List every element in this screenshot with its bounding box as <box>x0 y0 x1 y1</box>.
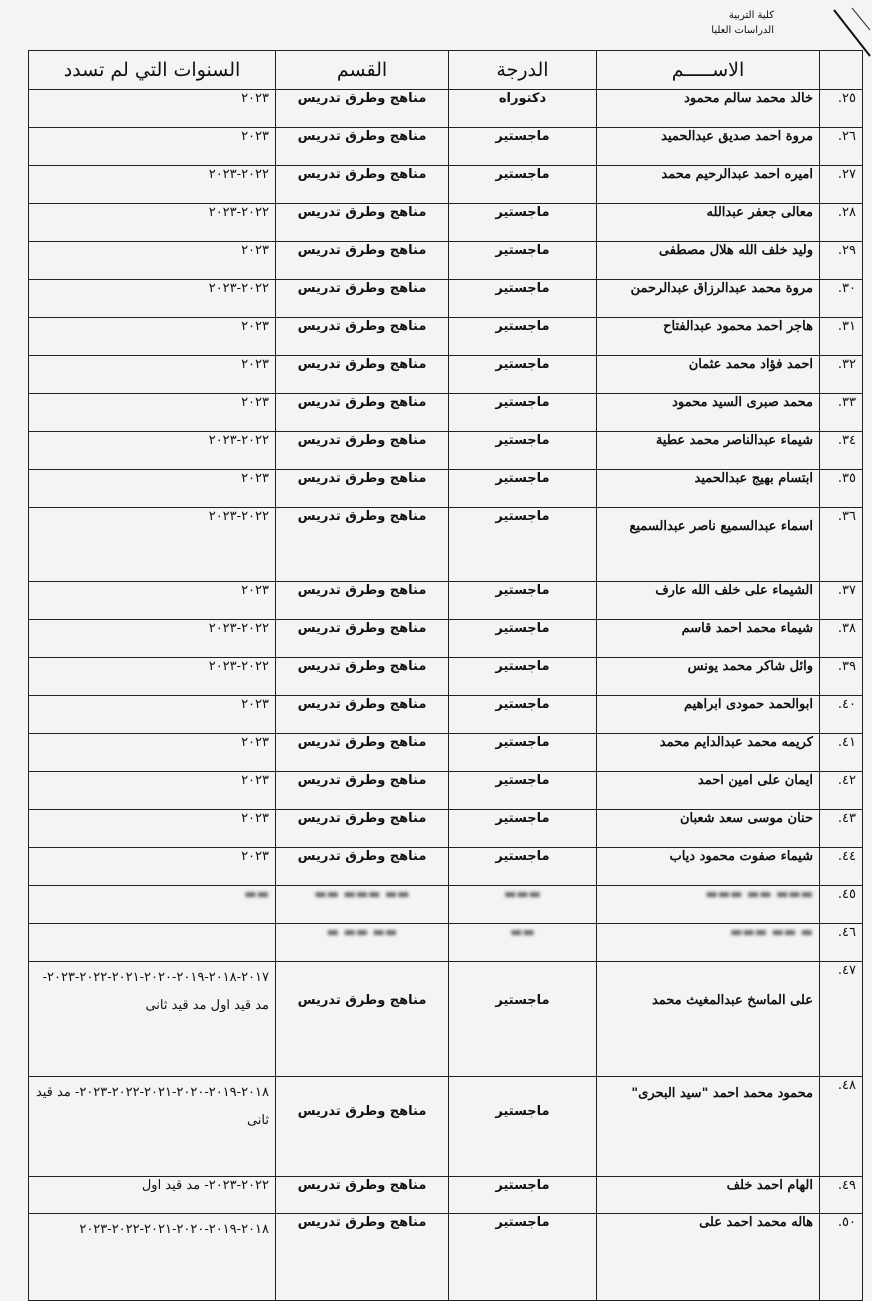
department-cell: مناهج وطرق تدريس <box>276 1077 449 1177</box>
department-cell: مناهج وطرق تدريس <box>276 470 449 508</box>
table-row-redacted <box>29 886 863 924</box>
row-number: ٤٣. <box>820 810 863 848</box>
table-row <box>29 280 863 318</box>
unpaid-years-cell: ٢٠٢٣ <box>29 772 276 810</box>
department-cell: مناهج وطرق تدريس <box>276 962 449 1077</box>
degree-cell: ماجستير <box>449 696 597 734</box>
unpaid-years-cell: ٢٠١٨-٢٠١٩-٢٠٢٠-٢٠٢١-٢٠٢٢-٢٠٢٣- مد قيد ثانى <box>29 1077 276 1177</box>
document-header <box>711 8 774 38</box>
table-row <box>29 734 863 772</box>
student-name: وليد خلف الله هلال مصطفى <box>597 242 820 280</box>
column-header-department: القسم <box>276 51 449 90</box>
unpaid-years-cell: ٢٠٢٣ <box>29 734 276 772</box>
unpaid-years-cell: ٢٠٢٣ <box>29 848 276 886</box>
row-number: ٣١. <box>820 318 863 356</box>
row-number: ٤٧. <box>820 962 863 1077</box>
department-label: الدراسات العليا <box>711 25 774 36</box>
student-name: محمود محمد احمد "سيد البحرى" <box>597 1077 820 1177</box>
department-cell: مناهج وطرق تدريس <box>276 1177 449 1214</box>
table-row <box>29 1077 863 1177</box>
redacted-years: ▬▬ <box>29 886 276 924</box>
unpaid-years-cell: ٢٠٢٣ <box>29 810 276 848</box>
table-row <box>29 696 863 734</box>
student-name: وائل شاكر محمد يونس <box>597 658 820 696</box>
department-cell: مناهج وطرق تدريس <box>276 508 449 582</box>
student-name: هاجر احمد محمود عبدالفتاح <box>597 318 820 356</box>
department-cell: مناهج وطرق تدريس <box>276 810 449 848</box>
unpaid-years-cell: ٢٠٢٣ <box>29 128 276 166</box>
degree-cell: ماجستير <box>449 166 597 204</box>
department-cell: مناهج وطرق تدريس <box>276 658 449 696</box>
department-cell: مناهج وطرق تدريس <box>276 432 449 470</box>
unpaid-years-cell: ٢٠٢٢-٢٠٢٣ <box>29 280 276 318</box>
row-number: ٤٤. <box>820 848 863 886</box>
table-row <box>29 1177 863 1214</box>
table-row-redacted <box>29 924 863 962</box>
student-name: شيماء محمد احمد قاسم <box>597 620 820 658</box>
table-row <box>29 582 863 620</box>
department-cell: مناهج وطرق تدريس <box>276 696 449 734</box>
degree-cell: ماجستير <box>449 1214 597 1301</box>
redacted-department: ▬▬ ▬▬ ▬ <box>276 924 449 962</box>
degree-cell: ماجستير <box>449 356 597 394</box>
degree-cell: ماجستير <box>449 432 597 470</box>
student-name: ابتسام بهيج عبدالحميد <box>597 470 820 508</box>
department-cell: مناهج وطرق تدريس <box>276 318 449 356</box>
degree-cell: ماجستير <box>449 470 597 508</box>
degree-cell: ماجستير <box>449 1177 597 1214</box>
department-cell: مناهج وطرق تدريس <box>276 734 449 772</box>
table-row <box>29 810 863 848</box>
department-cell: مناهج وطرق تدريس <box>276 242 449 280</box>
department-cell: مناهج وطرق تدريس <box>276 848 449 886</box>
unpaid-years-cell: ٢٠٢٢-٢٠٢٣ <box>29 508 276 582</box>
student-name: خالد محمد سالم محمود <box>597 90 820 128</box>
row-number: ٣٩. <box>820 658 863 696</box>
column-header-degree: الدرجة <box>449 51 597 90</box>
student-name: على الماسخ عبدالمغيث محمد <box>597 962 820 1077</box>
unpaid-years-cell: ٢٠٢٢-٢٠٢٣ <box>29 658 276 696</box>
degree-cell: ماجستير <box>449 658 597 696</box>
table-row <box>29 90 863 128</box>
college-label: كلية التربية <box>728 10 774 21</box>
student-name: محمد صبرى السيد محمود <box>597 394 820 432</box>
column-header-name: الاســـــم <box>597 51 820 90</box>
row-number: ٣٨. <box>820 620 863 658</box>
row-number: ٤٦. <box>820 924 863 962</box>
degree-cell: ماجستير <box>449 1077 597 1177</box>
student-name: شيماء صفوت محمود دياب <box>597 848 820 886</box>
unpaid-years-cell: ٢٠٢٣ <box>29 242 276 280</box>
row-number: ٣٤. <box>820 432 863 470</box>
table-row <box>29 772 863 810</box>
student-name: اسماء عبدالسميع ناصر عبدالسميع <box>597 508 820 582</box>
table-row <box>29 356 863 394</box>
table-row <box>29 508 863 582</box>
unpaid-years-cell: ٢٠٢٣ <box>29 356 276 394</box>
student-name: الشيماء على خلف الله عارف <box>597 582 820 620</box>
student-name: مروة احمد صديق عبدالحميد <box>597 128 820 166</box>
unpaid-years-cell: ٢٠٢٣ <box>29 470 276 508</box>
unpaid-years-cell: ٢٠٢٣ <box>29 394 276 432</box>
unpaid-years-cell: ٢٠٢٣ <box>29 90 276 128</box>
student-name: معالى جعفر عبدالله <box>597 204 820 242</box>
degree-cell: ماجستير <box>449 734 597 772</box>
degree-cell: ماجستير <box>449 128 597 166</box>
student-name: هاله محمد احمد على <box>597 1214 820 1301</box>
degree-cell: ماجستير <box>449 242 597 280</box>
table-row <box>29 470 863 508</box>
redacted-degree: ▬▬▬ <box>449 886 597 924</box>
row-number: ٤١. <box>820 734 863 772</box>
degree-cell: ماجستير <box>449 508 597 582</box>
degree-cell: ماجستير <box>449 772 597 810</box>
unpaid-years-cell: ٢٠٢٢-٢٠٢٣ <box>29 166 276 204</box>
table-row <box>29 432 863 470</box>
degree-cell: ماجستير <box>449 962 597 1077</box>
unpaid-years-cell: ٢٠٢٢-٢٠٢٣ <box>29 432 276 470</box>
row-number: ٣٦. <box>820 508 863 582</box>
department-cell: مناهج وطرق تدريس <box>276 128 449 166</box>
degree-cell: ماجستير <box>449 318 597 356</box>
department-cell: مناهج وطرق تدريس <box>276 280 449 318</box>
row-number: ٣٧. <box>820 582 863 620</box>
table-row <box>29 1214 863 1301</box>
unpaid-years-cell: ٢٠١٨-٢٠١٩-٢٠٢٠-٢٠٢١-٢٠٢٢-٢٠٢٣ <box>29 1214 276 1301</box>
row-number: ٣٠. <box>820 280 863 318</box>
degree-cell: دكتوراه <box>449 90 597 128</box>
student-name: ابوالحمد حمودى ابراهيم <box>597 696 820 734</box>
department-cell: مناهج وطرق تدريس <box>276 90 449 128</box>
unpaid-years-cell: ٢٠٢٣ <box>29 318 276 356</box>
department-cell: مناهج وطرق تدريس <box>276 772 449 810</box>
degree-cell: ماجستير <box>449 204 597 242</box>
row-number: ٢٩. <box>820 242 863 280</box>
unpaid-years-cell: ٢٠٢٢-٢٠٢٣ <box>29 620 276 658</box>
redacted-name: ▬▬▬ ▬▬ ▬▬▬ <box>597 886 820 924</box>
row-number: ٤٢. <box>820 772 863 810</box>
department-cell: مناهج وطرق تدريس <box>276 204 449 242</box>
row-number: ٤٨. <box>820 1077 863 1177</box>
unpaid-years-cell: ٢٠٢٢-٢٠٢٣- مد قيد اول <box>29 1177 276 1214</box>
table-row <box>29 658 863 696</box>
table-row <box>29 166 863 204</box>
student-name: احمد فؤاد محمد عثمان <box>597 356 820 394</box>
column-header-years: السنوات التي لم تسدد <box>29 51 276 90</box>
redacted-department: ▬▬ ▬▬▬ ▬▬ <box>276 886 449 924</box>
degree-cell: ماجستير <box>449 620 597 658</box>
table-row <box>29 318 863 356</box>
degree-cell: ماجستير <box>449 280 597 318</box>
row-number: ٣٢. <box>820 356 863 394</box>
row-number: ٣٣. <box>820 394 863 432</box>
redacted-degree: ▬▬ <box>449 924 597 962</box>
students-table <box>28 50 863 1301</box>
department-cell: مناهج وطرق تدريس <box>276 582 449 620</box>
table-row <box>29 394 863 432</box>
table-row <box>29 128 863 166</box>
student-name: شيماء عبدالناصر محمد عطية <box>597 432 820 470</box>
table-header-row <box>29 51 863 90</box>
row-number: ٢٥. <box>820 90 863 128</box>
student-name: ايمان على امين احمد <box>597 772 820 810</box>
department-cell: مناهج وطرق تدريس <box>276 620 449 658</box>
column-header-number <box>820 51 863 90</box>
student-name: مروة محمد عبدالرزاق عبدالرحمن <box>597 280 820 318</box>
table-row <box>29 848 863 886</box>
row-number: ٣٥. <box>820 470 863 508</box>
row-number: ٤٩. <box>820 1177 863 1214</box>
table-row <box>29 620 863 658</box>
unpaid-years-cell: ٢٠٢٢-٢٠٢٣ <box>29 204 276 242</box>
student-name: اميره احمد عبدالرحيم محمد <box>597 166 820 204</box>
student-name: كريمه محمد عبدالدايم محمد <box>597 734 820 772</box>
department-cell: مناهج وطرق تدريس <box>276 394 449 432</box>
unpaid-years-cell: ٢٠١٧-٢٠١٨-٢٠١٩-٢٠٢٠-٢٠٢١-٢٠٢٢-٢٠٢٣- مد قيد اول مد قيد ثانى <box>29 962 276 1077</box>
row-number: ٥٠. <box>820 1214 863 1301</box>
degree-cell: ماجستير <box>449 848 597 886</box>
table-row <box>29 242 863 280</box>
empty-cell <box>29 924 276 962</box>
unpaid-years-cell: ٢٠٢٣ <box>29 582 276 620</box>
department-cell: مناهج وطرق تدريس <box>276 1214 449 1301</box>
row-number: ٢٧. <box>820 166 863 204</box>
row-number: ٢٦. <box>820 128 863 166</box>
degree-cell: ماجستير <box>449 394 597 432</box>
degree-cell: ماجستير <box>449 810 597 848</box>
department-cell: مناهج وطرق تدريس <box>276 166 449 204</box>
row-number: ٤٥. <box>820 886 863 924</box>
student-name: الهام احمد خلف <box>597 1177 820 1214</box>
unpaid-years-cell: ٢٠٢٣ <box>29 696 276 734</box>
degree-cell: ماجستير <box>449 582 597 620</box>
row-number: ٢٨. <box>820 204 863 242</box>
table-row <box>29 962 863 1077</box>
department-cell: مناهج وطرق تدريس <box>276 356 449 394</box>
table-row <box>29 204 863 242</box>
student-name: حنان موسى سعد شعبان <box>597 810 820 848</box>
row-number: ٤٠. <box>820 696 863 734</box>
redacted-name: ▬ ▬▬ ▬▬▬ <box>597 924 820 962</box>
